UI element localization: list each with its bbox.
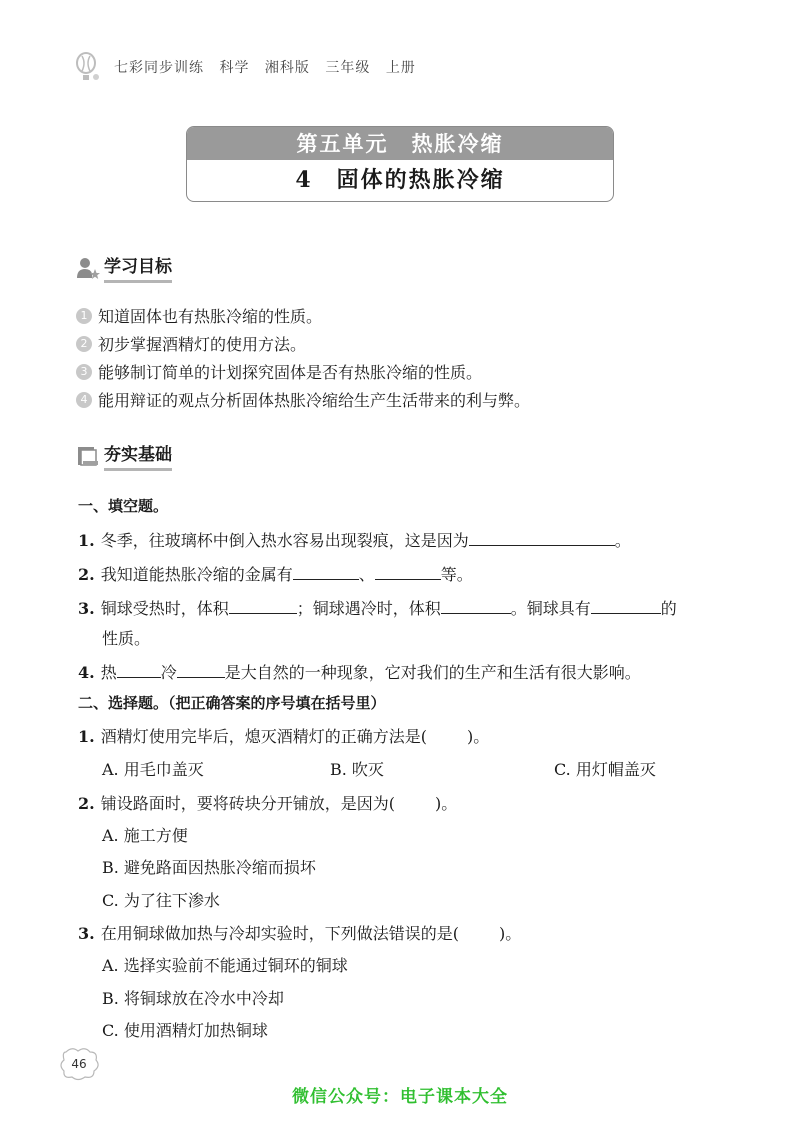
running-header [74, 52, 426, 82]
question-text-b: 冷 [160, 663, 177, 682]
goal-number: 2 [76, 336, 92, 352]
question-end: )。 [498, 924, 522, 943]
answer-blank[interactable] [375, 565, 441, 580]
header-edition: 湘科版 [264, 60, 310, 76]
question-text: 铺设路面时，要将砖块分开铺放，是因为( [100, 794, 395, 813]
question-text: 在用铜球做加热与冷却实验时，下列做法错误的是( [100, 924, 459, 943]
choice-question-3 [78, 921, 521, 944]
question-text: 冬季，往玻璃杯中倒入热水容易出现裂痕，这是因为 [100, 531, 469, 550]
answer-blank[interactable] [117, 663, 161, 678]
answer-blank[interactable] [591, 599, 661, 614]
question-end: 。 [614, 531, 631, 550]
goal-number: 1 [76, 308, 92, 324]
answer-blank[interactable] [293, 565, 359, 580]
choice-question-1 [78, 724, 489, 747]
page-number: 46 [71, 1057, 87, 1071]
goal-number: 4 [76, 392, 92, 408]
goals-heading [76, 252, 172, 283]
goal-item [76, 360, 482, 383]
choice-question-2 [78, 791, 457, 814]
choice-option: B. 避免路面因热胀冷缩而损坏 [102, 858, 316, 877]
goal-text: 能够制订简单的计划探究固体是否有热胀冷缩的性质。 [98, 363, 483, 382]
answer-blank[interactable] [469, 531, 615, 546]
fill-question-1 [78, 528, 631, 551]
header-grade: 三年级 [325, 60, 371, 76]
choice-heading: 二、选择题。（把正确答案的序号填在括号里） [78, 694, 386, 712]
fill-question-3-cont: 性质。 [102, 629, 151, 648]
header-series: 七彩同步训练 [114, 60, 204, 76]
answer-blank[interactable] [177, 663, 225, 678]
choice-option: A. 施工方便 [102, 826, 188, 845]
person-star-icon [76, 256, 100, 280]
question-end: )。 [466, 727, 490, 746]
basics-heading [76, 440, 172, 471]
question-end: 等。 [440, 565, 473, 584]
watermark: 微信公众号：电子课本大全 [292, 1087, 508, 1107]
question-text-c: 。铜球具有 [510, 599, 591, 618]
question-text-c: 是大自然的一种现象，它对我们的生产和生活有很大影响。 [224, 663, 641, 682]
choice-option: C. 为了往下渗水 [102, 891, 220, 910]
basics-heading-text: 夯实基础 [104, 440, 172, 471]
choice-option: A. 选择实验前不能通过铜环的铜球 [102, 956, 348, 975]
answer-blank[interactable] [229, 599, 297, 614]
balloon-icon [74, 52, 100, 82]
question-number: 1. [78, 531, 95, 550]
goal-text: 能用辩证的观点分析固体热胀冷缩给生产生活带来的利与弊。 [98, 391, 531, 410]
answer-blank[interactable] [441, 599, 511, 614]
question-number: 3. [78, 599, 95, 618]
header-subject: 科学 [219, 60, 250, 76]
goal-text: 初步掌握酒精灯的使用方法。 [98, 335, 307, 354]
goal-text: 知道固体也有热胀冷缩的性质。 [98, 307, 323, 326]
choice-option: A. 用毛巾盖灭 [102, 760, 204, 779]
fill-question-2 [78, 562, 473, 585]
question-text-b: ；铜球遇冷时，体积 [296, 599, 441, 618]
choice-option: B. 将铜球放在冷水中冷却 [102, 989, 284, 1008]
question-text-a: 热 [100, 663, 117, 682]
choice-option: B. 吹灭 [330, 760, 384, 779]
goals-heading-text: 学习目标 [104, 252, 172, 283]
title-box [186, 126, 614, 202]
unit-title: 第五单元 热胀冷缩 [187, 127, 613, 160]
header-text [114, 57, 426, 77]
question-text-d: 的 [660, 599, 677, 618]
question-end: )。 [434, 794, 458, 813]
question-number: 2. [78, 565, 95, 584]
goal-item [76, 332, 306, 355]
fill-question-3 [78, 596, 677, 619]
notebook-icon [76, 444, 100, 468]
question-number: 4. [78, 663, 95, 682]
question-text: 我知道能热胀冷缩的金属有 [100, 565, 293, 584]
goal-item [76, 388, 530, 411]
choice-option: C. 使用酒精灯加热铜球 [102, 1021, 268, 1040]
question-number: 2. [78, 794, 95, 813]
question-text-a: 铜球受热时，体积 [100, 599, 229, 618]
question-number: 1. [78, 727, 95, 746]
question-text: 酒精灯使用完毕后，熄灭酒精灯的正确方法是( [100, 727, 427, 746]
question-number: 3. [78, 924, 95, 943]
lesson-title: 4 固体的热胀冷缩 [295, 167, 505, 193]
fill-heading: 一、填空题。 [78, 497, 169, 515]
header-volume: 上册 [385, 60, 416, 76]
fill-question-4 [78, 660, 641, 683]
goal-number: 3 [76, 364, 92, 380]
choice-option: C. 用灯帽盖灭 [554, 760, 656, 779]
goal-item [76, 304, 322, 327]
question-sep: 、 [358, 565, 375, 584]
